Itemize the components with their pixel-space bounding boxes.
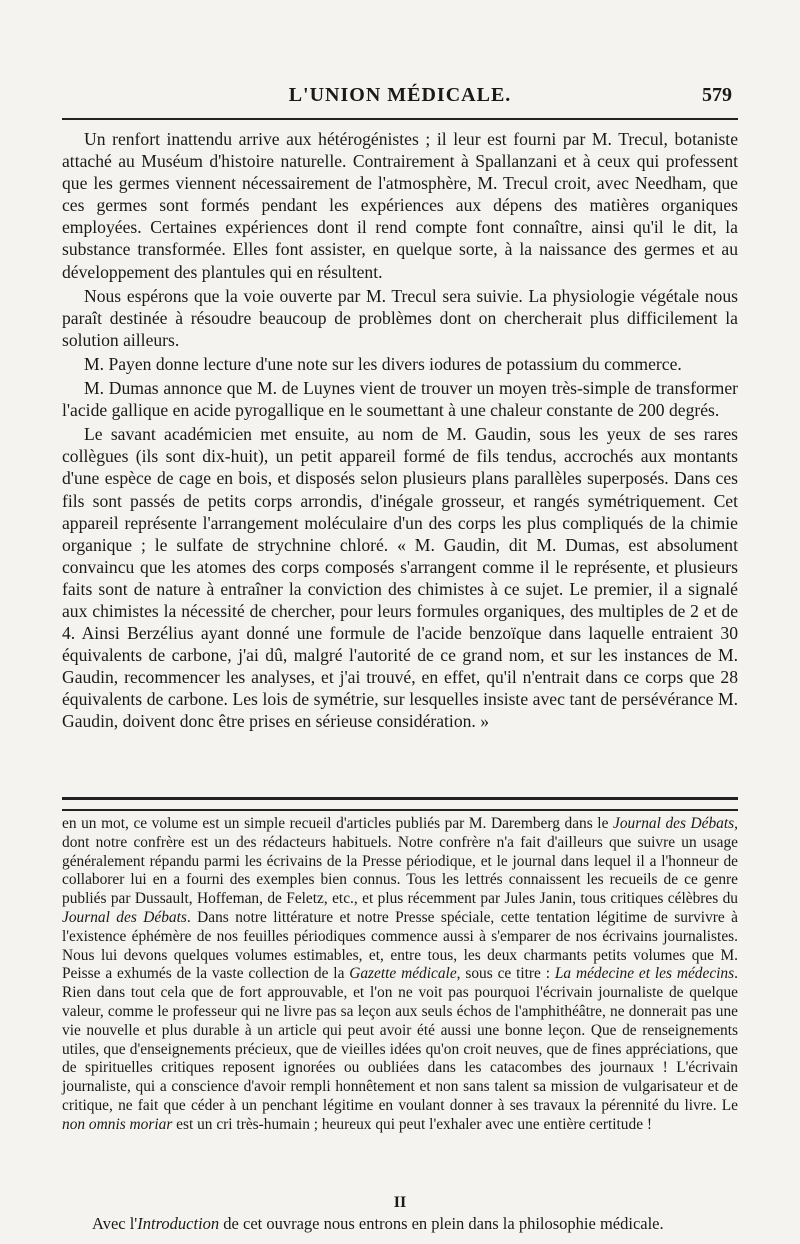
- paragraph-trecul: Un renfort inattendu arrive aux hétérogénistes ; il leur est fourni par M. Trecul, botaniste attaché au Muséum d'histoire naturelle. Contrairement à Spallanzani et à ceux qui professent que les germes viennent nécessairement de l'atmosphère, M. Trecul croit, avec Needham, que ces germes sont formés pendant les expériences aux dépens des matières organiques employées. Certaines expériences dont il rend compte font connaître, ainsi qu'il le dit, la substance transformée. Elles font assister, en quelque sorte, à la naissance des germes et au développement des plantules qui en résultent.: [62, 129, 738, 282]
- italic-latin-phrase: non omnis moriar: [62, 1115, 173, 1133]
- text-segment: . Rien dans tout cela que de fort approuvable, et l'on ne voit pas pourquoi l'écrivain journaliste de quelque valeur, comme le professeur qui ne livre pas sa leçon aux seuls échos de l'amphithéâtre, ne donnerait pas une vie nouvelle et plus durable à un article qui peut avoir été aussi une bonne leçon. Que de renseignements utiles, que d'enseignements précieux, que de vieilles idées qu'on croit neuves, que de fines appréciations, que de spirituelles critiques reposent ignorées ou oubliées dans les catacombes des journaux ! L'écrivain journaliste, qui a conscience d'avoir rempli honnêtement et non sans talent sa mission de vulgarisateur et de critique, ne fait que céder à un penchant légitime en voulant donner à ses travaux la pérennité du livre. Le: [62, 965, 738, 1114]
- text-segment: Avec l': [92, 1214, 138, 1233]
- running-header: [62, 84, 738, 116]
- italic-introduction: Introduction: [137, 1214, 220, 1233]
- italic-journal-title: Journal des Débats: [612, 815, 735, 832]
- text-segment: est un cri très-humain ; heureux qui peut l'exhaler avec une entière certitude !: [172, 1115, 652, 1133]
- journal-title: L'UNION MÉDICALE.: [288, 84, 512, 106]
- header-rule: [62, 118, 738, 120]
- text-segment: , sous ce titre :: [456, 965, 555, 983]
- text-segment: en un mot, ce volume est un simple recueil d'articles publiés par M. Daremberg dans le: [62, 815, 613, 832]
- feuilleton-paragraph: [62, 815, 738, 1135]
- italic-book-title: La médecine et les médecins: [554, 965, 735, 983]
- page-number: 579: [702, 84, 732, 106]
- paragraph-gaudin: Le savant académicien met ensuite, au nom de M. Gaudin, sous les yeux de ses rares collègues (ils sont dix-huit), un petit appareil formé de fils tendus, accrochés aux montants d'une espèce de cage en bois, et disposés selon plusieurs plans parallèles superposés. Dans ces fils sont passés de petits corps arrondis, d'inégale grosseur, et rangés symétriquement. Cet appareil représente l'arrangement moléculaire d'un des corps les plus compliqués de la chimie organique ; le sulfate de strychnine chloré. « M. Gaudin, dit M. Dumas, est absolument convaincu que les atomes des corps composés s'arrangent comme il le représente, et plusieurs faits sont de nature à entraîner la conviction des chimistes à ce sujet. Le premier, il a signalé aux chimistes la nécessité de chercher, pour leurs formules organiques, des multiples de 2 et de 4. Ainsi Berzélius ayant donné une formule de l'acide benzoïque dans laquelle entraient 30 équivalents de carbone, j'ai dû, malgré l'autorité de ce grand nom, et sur les instances de M. Gaudin, recommencer les analyses, et j'ai trouvé, en effet, qu'il n'entrait dans ce corps que 28 équivalents de carbone. Les lois de symétrie, sur lesquelles insiste avec tant de persévérance M. Gaudin, doivent donc être prises en sérieuse considération. »: [62, 424, 738, 732]
- text-segment: . Dans notre littérature et notre Presse spéciale, cette tentation légitime de survivre à l'existence éphémère de nos feuilles périodiques commence aussi à s'emparer de nos écrivains journalistes. Nous lui devons quelques volumes estimables, et, entre tous, les deux charmants petits volumes que M. Peisse a exhumés de la vaste collection de la: [62, 908, 738, 983]
- paragraph-dumas: M. Dumas annonce que M. de Luynes vient de trouver un moyen très-simple de transformer l'acide gallique en acide pyrogallique en le soumettant à une chaleur constante de 200 degrés.: [62, 378, 738, 421]
- italic-journal-title: Journal des Débats: [62, 908, 187, 926]
- paragraph-voie-ouverte: Nous espérons que la voie ouverte par M. Trecul sera suivie. La physiologie végétale nous paraît destinée à résoudre beaucoup de problèmes dont on chercherait plus difficilement la solution ailleurs.: [62, 285, 738, 350]
- section-number: II: [393, 1194, 407, 1211]
- text-segment: , dont notre confrère est un des rédacteurs habituels. Notre confrère n'a fait d'ailleurs que suivre un usage généralement répandu parmi les écrivains de la Presse périodique, et le journal dans lequel il a l'honneur de collaborer lui en a fourni des exemples bien connus. Tous les lettrés connaissent les recueils de ce genre publiés par Dussault, Hoffeman, de Feletz, etc., et plus récemment par Jules Janin, tous critiques célèbres du: [62, 815, 738, 908]
- feuilleton-divider: [62, 797, 738, 811]
- academy-report-column: [62, 128, 738, 735]
- feuilleton-column: [62, 815, 738, 1135]
- italic-gazette-title: Gazette médicale: [349, 965, 457, 983]
- text-segment: de cet ouvrage nous entrons en plein dans la philosophie médicale.: [219, 1214, 664, 1233]
- section-opening-line: [62, 1214, 738, 1234]
- paragraph-payen: M. Payen donne lecture d'une note sur les divers iodures de potassium du commerce.: [84, 353, 682, 374]
